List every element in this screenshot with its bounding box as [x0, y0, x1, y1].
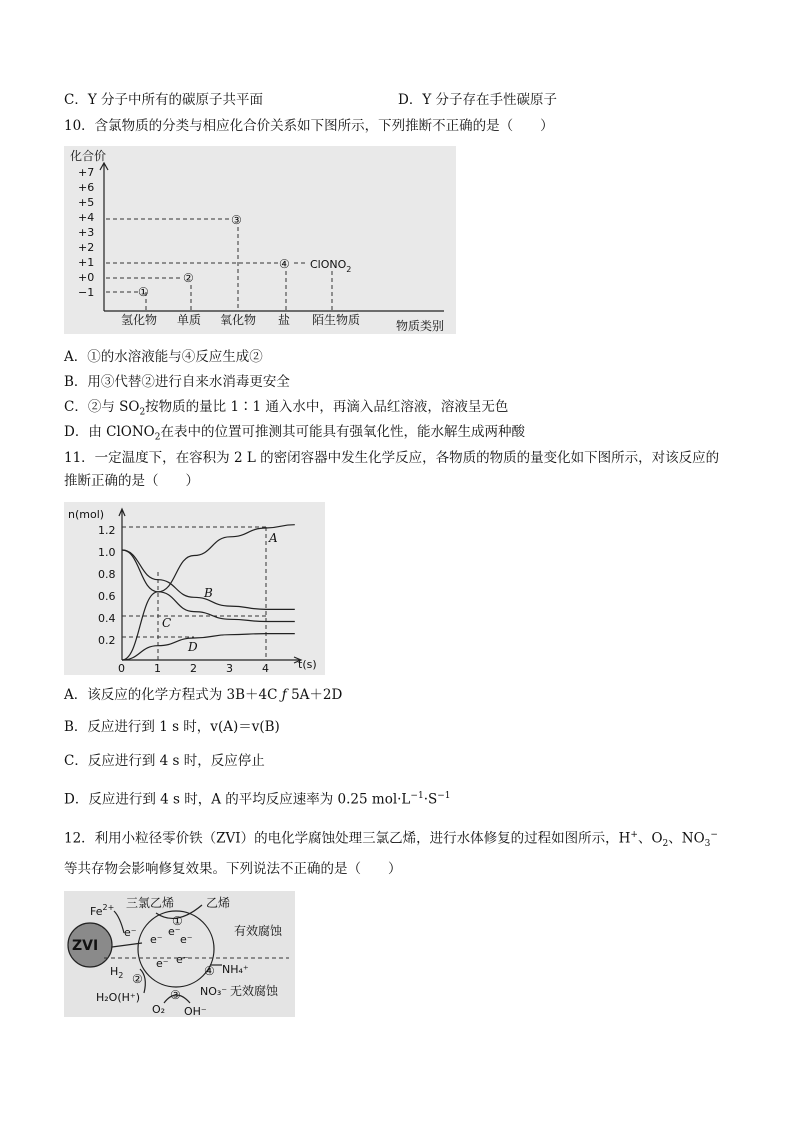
q11-series-b-label: B: [204, 586, 213, 600]
electron-label: e⁻: [176, 953, 189, 966]
q11-option-c: C．反应进行到 4 s 时，反应停止: [64, 753, 265, 769]
q11-option-d: D．反应进行到 4 s 时，A 的平均反应速率为 0.25 $mol\cdot L^{-1}\cdot S^{-1}$: [64, 791, 451, 808]
q10-point-clono2: ClONO$_2$: [310, 258, 352, 274]
hydroxide-label: OH⁻: [184, 1005, 207, 1017]
zvi-label: ZVI: [72, 938, 99, 954]
ineffective-corrosion-label: 无效腐蚀: [230, 984, 279, 998]
q10-valence-chart: [64, 146, 456, 334]
ethylene-label: 乙烯: [206, 896, 231, 910]
x-tick-element: 单质: [177, 313, 202, 327]
y-tick: 0.2: [98, 634, 116, 647]
y-tick: +4: [78, 211, 95, 224]
q10-point-4: ④: [279, 257, 290, 271]
q10-point-1: ①: [138, 285, 149, 299]
q11-series-a-label: A: [269, 531, 278, 545]
q10-option-b: B．用③代替②进行自来水消毒更安全: [64, 374, 290, 390]
electron-label: e⁻: [180, 933, 193, 946]
x-tick: 0: [118, 662, 125, 675]
q11-option-a: A．该反应的化学方程式为 3B＋4C ƒ 5A＋2D: [64, 687, 343, 703]
q10-option-a: A．①的水溶液能与④反应生成②: [64, 349, 263, 365]
reaction-3-number: ③: [170, 988, 181, 1002]
q11-y-ticks: [98, 524, 116, 647]
y-tick: 0.8: [98, 568, 116, 581]
y-tick: 1.2: [98, 524, 116, 537]
q10-point-2: ②: [183, 271, 194, 285]
q11-stem-line1: 11．一定温度下，在容积为 2 L 的密闭容器中发生化学反应，各物质的物质的量变化如下图所示，对该反应的: [64, 450, 720, 466]
y-tick: +0: [78, 271, 95, 284]
ammonium-label: NH₄⁺: [222, 963, 249, 976]
q11-stem-line2: 推断正确的是（ ）: [64, 473, 199, 489]
y-tick: +3: [78, 226, 95, 239]
q11-y-axis-label: n(mol): [68, 508, 105, 521]
q12-zvi-diagram: [64, 891, 295, 1017]
q11-n-t-chart: [64, 502, 325, 675]
q11-x-axis-label: t(s): [298, 658, 317, 671]
x-tick: 1: [154, 662, 161, 675]
y-tick: +7: [78, 166, 95, 179]
q9-option-c: C．Y 分子中所有的碳原子共平面: [64, 92, 264, 108]
electron-label: e⁻: [156, 957, 169, 970]
q11-series-c-label: C: [162, 616, 172, 630]
x-tick: 2: [190, 662, 197, 675]
y-tick: 0.6: [98, 590, 116, 603]
q10-y-ticks: [78, 166, 94, 299]
q11-series-d-label: D: [188, 640, 198, 654]
q10-y-axis-label: 化合价: [70, 149, 107, 163]
reaction-4-number: ④: [204, 964, 215, 978]
q11-option-b: B．反应进行到 1 s 时，v(A)＝v(B): [64, 719, 280, 735]
y-tick: +1: [78, 256, 95, 269]
reaction-2-number: ②: [132, 972, 143, 986]
x-tick: 4: [262, 662, 269, 675]
water-label: H₂O(H⁺): [96, 991, 140, 1004]
q10-point-3: ③: [231, 213, 242, 227]
x-tick-hydride: 氢化物: [121, 313, 158, 327]
q11-x-ticks: [118, 662, 269, 675]
reaction-1-number: ①: [172, 914, 183, 928]
x-tick-salt: 盐: [278, 313, 291, 327]
fe-ion-label: $Fe^{2+}$: [90, 903, 115, 918]
y-tick: 0.4: [98, 612, 116, 625]
y-tick: −1: [78, 286, 95, 299]
q10-stem: 10．含氯物质的分类与相应化合价关系如下图所示，下列推断不正确的是（ ）: [64, 118, 554, 134]
x-tick: 3: [226, 662, 233, 675]
q11-series-d-curve: [122, 634, 295, 660]
nitrate-label: NO₃⁻: [200, 985, 228, 998]
oxygen-label: O₂: [152, 1003, 166, 1016]
y-tick: +6: [78, 181, 95, 194]
q12-stem-line1: 12．利用小粒径零价铁（ZVI）的电化学腐蚀处理三氯乙烯，进行水体修复的过程如图所示，H+、$O_2$、$NO_3^-$: [64, 830, 718, 850]
q12-stem-line2: 等共存物会影响修复效果。下列说法不正确的是（ ）: [64, 861, 402, 877]
electron-label: e⁻: [168, 925, 181, 938]
trichloroethylene-label: 三氯乙烯: [126, 896, 175, 910]
q10-option-d: D．由 ClONO$_2$在表中的位置可推测其可能具有强氧化性，能水解生成两种酸: [64, 424, 525, 443]
effective-corrosion-label: 有效腐蚀: [234, 924, 283, 938]
hydrogen-label: $H_2$: [110, 965, 124, 980]
q10-x-axis-label: 物质类别: [396, 319, 445, 333]
electron-label: e⁻: [150, 933, 163, 946]
x-tick-oxide: 氧化物: [220, 313, 257, 327]
y-tick: +5: [78, 196, 95, 209]
q10-option-c: C．②与 $SO_2$按物质的量比 1∶1 通入水中，再滴入品红溶液，溶液呈无色: [64, 399, 509, 418]
electron-label: e⁻: [124, 926, 137, 939]
x-tick-unfamiliar: 陌生物质: [312, 313, 361, 327]
y-tick: +2: [78, 241, 95, 254]
y-tick: 1.0: [98, 546, 116, 559]
q9-option-d: D．Y 分子存在手性碳原子: [398, 92, 558, 108]
fe-arrow: [114, 911, 124, 933]
